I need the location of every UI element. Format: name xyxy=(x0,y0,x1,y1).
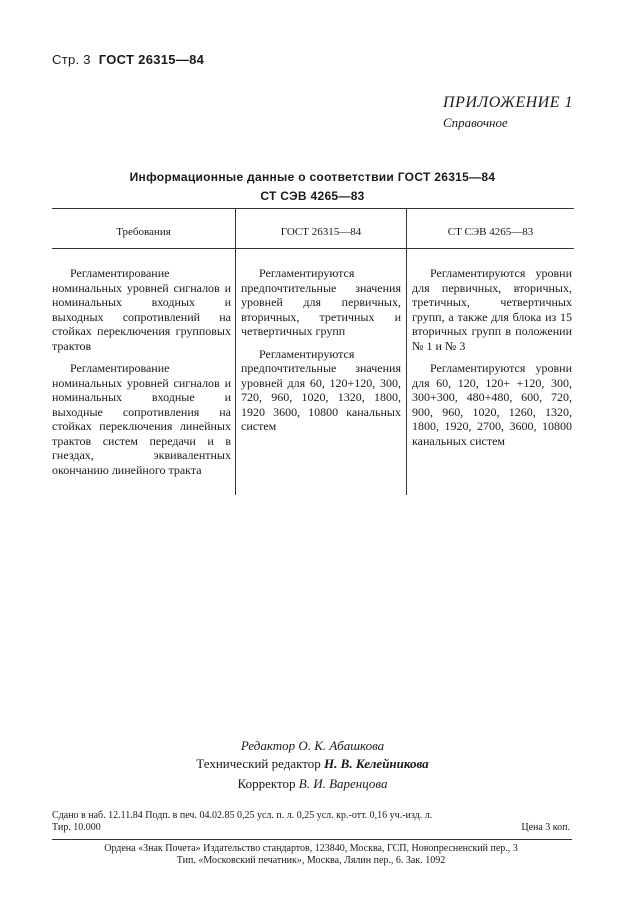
standard-code: ГОСТ 26315—84 xyxy=(98,52,205,67)
table-header-rule xyxy=(52,248,574,249)
printer-line: Тип. «Московский печатник», Москва, Лялин пер., 6. Зак. 1092 xyxy=(176,855,446,866)
st-sev-column xyxy=(412,266,572,456)
column-divider-2 xyxy=(406,208,407,495)
appendix-block xyxy=(443,94,573,131)
appendix-title: ПРИЛОЖЕНИЕ 1 xyxy=(443,94,573,111)
requirement-1: Регламентирование номинальных уровней сигналов и номинальных входных и выходных сопротивлений на стойках переключения групповых трактов xyxy=(52,266,231,353)
publisher-info xyxy=(52,843,570,867)
document-title xyxy=(0,168,625,206)
page-number: Стр. 3 xyxy=(52,52,91,67)
publisher-line: Ордена «Знак Почета» Издательство стандартов, 123840, Москва, ГСП, Новопресненский пер., 3 xyxy=(104,843,518,854)
print-data-line-1: Сдано в наб. 12.11.84 Подп. в печ. 04.02.85 0,25 усл. п. л. 0,25 усл. кр.-отт. 0,16 уч.-изд. л. xyxy=(52,810,433,821)
title-line-2: СТ СЭВ 4265—83 xyxy=(260,189,365,203)
gost-entry-1: Регламентируются предпочтительные значения уровней для первичных, вторичных, третичных и четвертичных групп xyxy=(241,266,401,338)
editor-name: О. К. Абашкова xyxy=(298,738,385,753)
imprint-rule xyxy=(52,839,572,840)
corrector-role: Корректор xyxy=(237,776,296,791)
page-header xyxy=(52,52,204,67)
requirements-column xyxy=(52,266,231,485)
editor-role: Редактор xyxy=(240,738,296,753)
gost-entry-2: Регламентируются предпочтительные значения уровней для 60, 120+120, 300, 720, 960, 1020, 1320, 1800, 1920 3600, 10800 канальных систем xyxy=(241,346,401,433)
corrector-line xyxy=(0,776,625,792)
tech-editor-role: Технический редактор xyxy=(196,756,321,771)
requirement-2: Регламентирование номинальных уровней сигналов и номинальных входные и выходные сопротивления на стойках переключения линейных трактов систем передачи и в гнездах, эквивалентных окончанию линейного тракта xyxy=(52,361,231,477)
st-sev-entry-1: Регламентируются уровни для первичных, вторичных, третичных, четвертичных групп, а также для блока из 15 вторичных групп в положении № 1 и № 3 xyxy=(412,266,572,353)
table-top-rule xyxy=(52,208,574,209)
print-data-line-2 xyxy=(52,822,570,834)
gost-column xyxy=(241,266,401,442)
column-divider-1 xyxy=(235,208,236,495)
title-line-1: Информационные данные о соответствии ГОСТ 26315—84 xyxy=(129,170,496,184)
price: Цена 3 коп. xyxy=(521,822,570,833)
header-st-sev: СТ СЭВ 4265—83 xyxy=(447,226,534,238)
tech-editor-line xyxy=(0,756,625,772)
tech-editor-name: Н. В. Келейникова xyxy=(324,756,429,771)
st-sev-entry-2: Регламентируются уровни для 60, 120, 120+ +120, 300, 300+300, 480+480, 600, 720, 900, 960, 1020, 1260, 1320, 1800, 1920, 2700, 3600, 10800 канальных систем xyxy=(412,361,572,448)
comparison-table xyxy=(52,208,574,495)
circulation: Тир. 10.000 xyxy=(52,822,101,833)
editor-line xyxy=(0,738,625,754)
header-gost: ГОСТ 26315—84 xyxy=(280,226,362,238)
print-data xyxy=(52,810,570,834)
header-requirements: Требования xyxy=(116,226,171,238)
appendix-subtitle: Справочное xyxy=(443,115,508,130)
corrector-name: В. И. Варенцова xyxy=(298,776,388,791)
